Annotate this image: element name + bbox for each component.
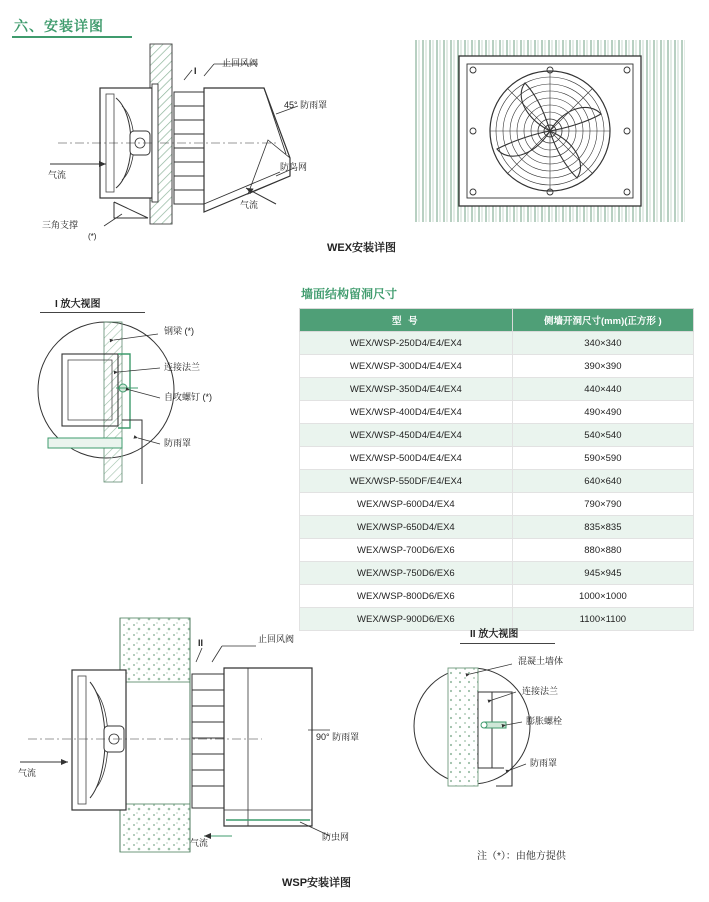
- table-row: [300, 424, 694, 447]
- table-title: 墙面结构留洞尺寸: [301, 287, 398, 301]
- wex-installation-drawing: [18, 36, 338, 241]
- cell-size: 490×490: [512, 401, 693, 424]
- cell-model: WEX/WSP-350D4/E4/EX4: [300, 378, 513, 401]
- cell-model: WEX/WSP-400D4/E4/EX4: [300, 401, 513, 424]
- opening-size-table-section: [299, 285, 694, 631]
- detail-one-drawing: [18, 288, 288, 508]
- cell-size: 790×790: [512, 493, 693, 516]
- supply-note: 注（*）：由他方提供: [477, 851, 566, 862]
- page-title: 六、安装详图: [14, 18, 104, 34]
- cell-model: WEX/WSP-650D4/EX4: [300, 516, 513, 539]
- cell-model: WEX/WSP-550DF/E4/EX4: [300, 470, 513, 493]
- cell-model: WEX/WSP-900D6/EX6: [300, 608, 513, 631]
- label-backdraft-damper: 止回风阀: [222, 58, 259, 68]
- table-header-row: [300, 309, 694, 332]
- cell-size: 640×640: [512, 470, 693, 493]
- opening-size-table: [299, 308, 694, 631]
- table-row: [300, 378, 694, 401]
- cell-model: WEX/WSP-500D4/E4/EX4: [300, 447, 513, 470]
- cell-model: WEX/WSP-450D4/E4/EX4: [300, 424, 513, 447]
- wsp-installation-drawing: [12, 612, 392, 862]
- cell-size: 880×880: [512, 539, 693, 562]
- caption-wsp: WSP安装详图: [282, 877, 352, 889]
- cell-model: WEX/WSP-250D4/E4/EX4: [300, 332, 513, 355]
- detail-one-title: I 放大视图: [55, 299, 101, 310]
- label-rain-hood-45: 45° 防雨罩: [284, 100, 328, 110]
- label-rain-hood-90: 90° 防雨罩: [316, 732, 360, 742]
- cell-size: 540×540: [512, 424, 693, 447]
- cell-size: 1100×1100: [512, 608, 693, 631]
- cell-model: WEX/WSP-800D6/EX6: [300, 585, 513, 608]
- label-triangle-support: 三角支撑: [42, 220, 79, 230]
- label-marker-i: I: [194, 66, 197, 76]
- table-row: [300, 332, 694, 355]
- detail-two-drawing: [400, 630, 690, 830]
- label-wsp-airflow-left: 气流: [18, 768, 37, 778]
- table-row: [300, 562, 694, 585]
- cell-model: WEX/WSP-600D4/EX4: [300, 493, 513, 516]
- table-header-size: 侧墙开洞尺寸(mm)(正方形 ): [512, 309, 693, 332]
- table-row: [300, 401, 694, 424]
- label-detail2-rain-hood: 防雨罩: [530, 758, 558, 768]
- cell-model: WEX/WSP-700D6/EX6: [300, 539, 513, 562]
- cell-model: WEX/WSP-750D6/EX6: [300, 562, 513, 585]
- cell-size: 835×835: [512, 516, 693, 539]
- table-row: [300, 516, 694, 539]
- cell-size: 340×340: [512, 332, 693, 355]
- label-expansion-bolt: 膨胀螺栓: [526, 716, 563, 726]
- label-airflow-right: 气流: [240, 200, 259, 210]
- label-self-tapping-screw: 自攻螺钉 (*): [164, 392, 212, 402]
- cell-size: 1000×1000: [512, 585, 693, 608]
- table-row: [300, 447, 694, 470]
- wex-front-view-drawing: [415, 36, 685, 226]
- table-row: [300, 539, 694, 562]
- label-detail2-connect-flange: 连接法兰: [522, 686, 559, 696]
- label-airflow-left: 气流: [48, 170, 67, 180]
- label-wsp-airflow-bottom: 气流: [190, 838, 209, 848]
- cell-size: 945×945: [512, 562, 693, 585]
- label-insect-net: 防虫网: [322, 832, 350, 842]
- label-support-note: (*): [88, 232, 97, 241]
- label-concrete-wall: 混凝土墙体: [518, 656, 564, 666]
- label-bird-net: 防鸟网: [280, 162, 308, 172]
- table-header-model: 型 号: [300, 309, 513, 332]
- cell-size: 440×440: [512, 378, 693, 401]
- detail-two-title: II 放大视图: [470, 629, 519, 640]
- cell-model: WEX/WSP-300D4/E4/EX4: [300, 355, 513, 378]
- label-connect-flange: 连接法兰: [164, 362, 201, 372]
- label-marker-ii: II: [198, 638, 204, 648]
- cell-size: 590×590: [512, 447, 693, 470]
- table-row: [300, 493, 694, 516]
- cell-size: 390×390: [512, 355, 693, 378]
- label-rain-hood: 防雨罩: [164, 438, 192, 448]
- label-steel-beam: 钢梁 (*): [164, 326, 194, 336]
- table-row: [300, 355, 694, 378]
- table-row: [300, 585, 694, 608]
- caption-wex: WEX安装详图: [327, 242, 397, 254]
- table-row: [300, 470, 694, 493]
- label-wsp-backdraft-damper: 止回风阀: [258, 634, 295, 644]
